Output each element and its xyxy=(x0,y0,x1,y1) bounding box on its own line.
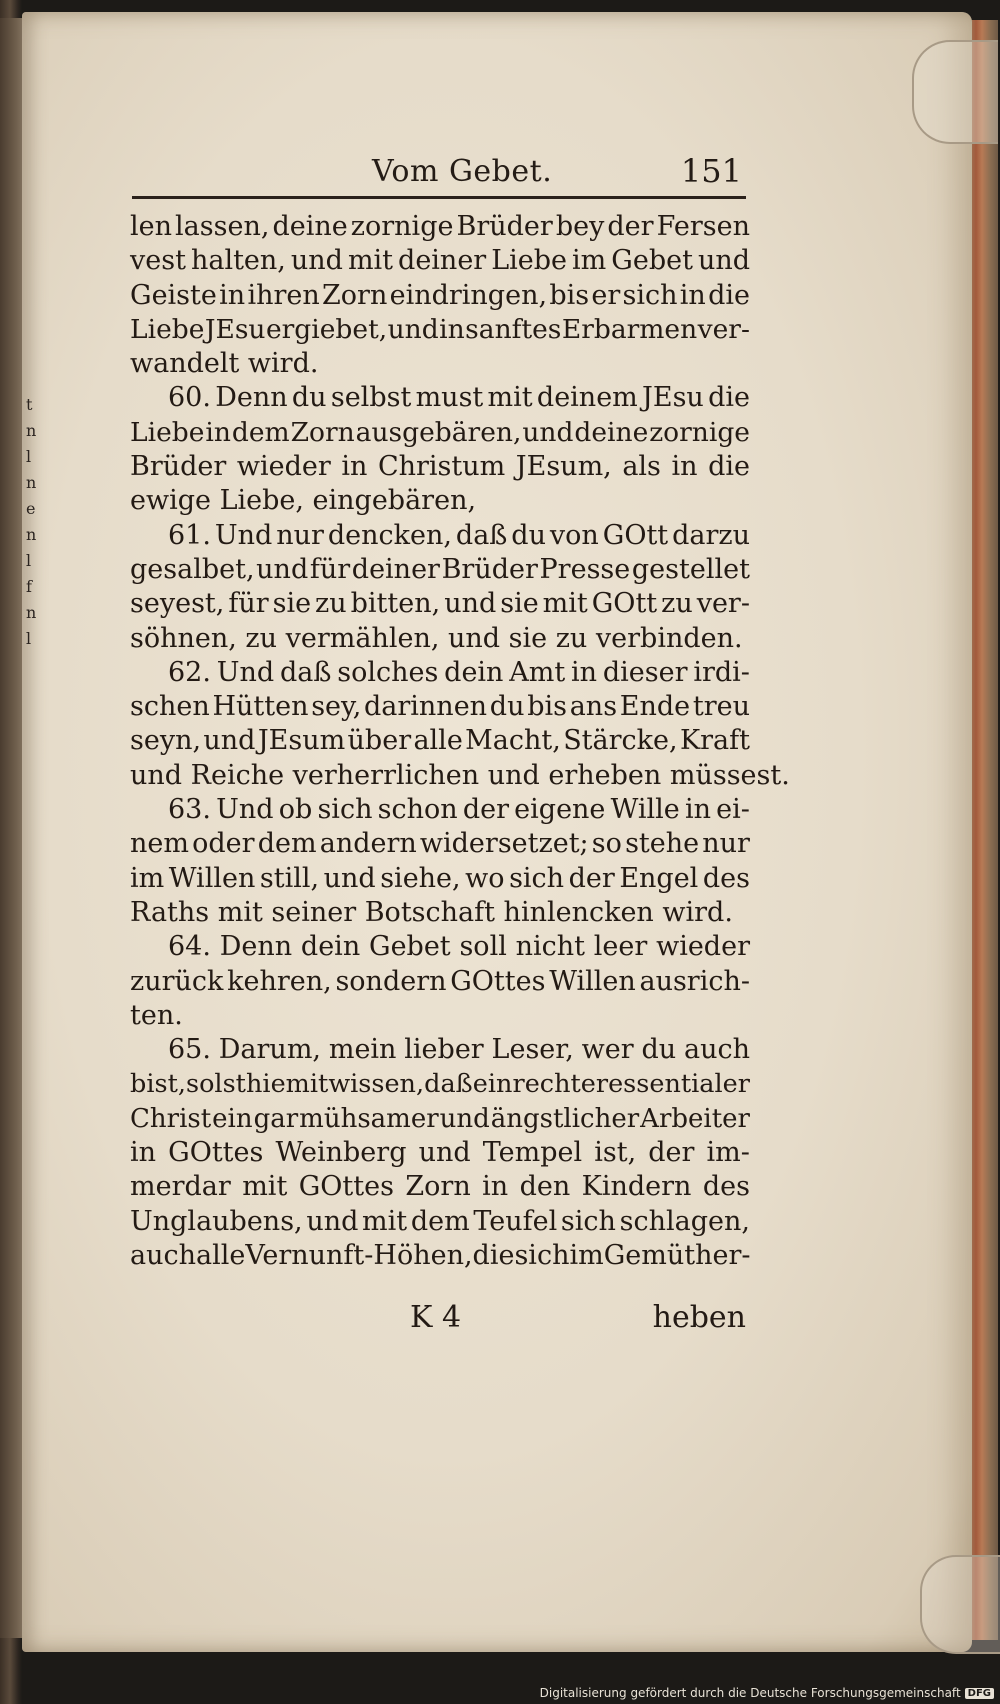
text-line: Liebe in dem Zorn ausgebären, und deine zornige xyxy=(130,416,750,448)
text-line: 61. Und nur dencken, daß du von GOtt darzu xyxy=(168,519,750,551)
page-footer xyxy=(130,1300,750,1344)
margin-mark: l xyxy=(26,551,32,570)
text-line: 62. Und daß solches dein Amt in dieser irdi- xyxy=(168,656,750,688)
text-line: zurück kehren, sondern GOttes Willen ausrich- xyxy=(130,965,750,997)
text-line: 65. Darum, mein lieber Leser, wer du auch xyxy=(168,1034,750,1066)
margin-mark: n xyxy=(26,525,37,544)
text-line: in GOttes Weinberg und Tempel ist, der im- xyxy=(130,1137,750,1169)
dfg-logo: DFG xyxy=(965,1688,994,1699)
margin-marks xyxy=(26,392,40,692)
text-line: Brüder wieder in Christum JEsum, als in die xyxy=(130,451,750,483)
text-line: Unglaubens, und mit dem Teufel sich schlagen, xyxy=(130,1205,750,1237)
page-number: 151 xyxy=(680,152,742,190)
margin-mark: l xyxy=(26,629,32,648)
digitization-credit xyxy=(540,1686,994,1700)
page-clip-bottom xyxy=(920,1555,1000,1654)
text-line: ewige Liebe, eingebären, xyxy=(130,485,477,517)
margin-mark: n xyxy=(26,473,37,492)
text-line: Liebe JEsu ergiebet, und in sanftes Erbarmen ver- xyxy=(130,313,750,345)
text-line: vest halten, und mit deiner Liebe im Gebet und xyxy=(130,245,750,277)
text-line: 63. Und ob sich schon der eigene Wille in ei- xyxy=(168,794,750,826)
text-line: Christ ein gar mühsamer und ängstlicher Arbeiter xyxy=(130,1103,750,1134)
margin-mark: n xyxy=(26,603,37,622)
text-line: Raths mit seiner Botschaft hinlencken wird. xyxy=(130,896,733,928)
catchword: heben xyxy=(652,1300,746,1335)
text-line: söhnen, zu vermählen, und sie zu verbinden. xyxy=(130,622,743,654)
running-head: Vom Gebet. xyxy=(372,154,553,189)
text-line: gesalbet, und für deiner Brüder Presse gestellet xyxy=(130,553,750,585)
text-line: Geiste in ihren Zorn eindringen, bis er sich in die xyxy=(130,279,750,311)
page-header xyxy=(132,148,746,199)
text-line: auch alle Vernunft-Höhen, die sich im Gemüth er- xyxy=(130,1239,751,1271)
body-text xyxy=(130,210,790,1273)
text-line: 60. Denn du selbst must mit deinem JEsu die xyxy=(168,382,750,414)
page-clip-top xyxy=(912,40,998,144)
margin-mark: t xyxy=(26,395,33,414)
text-line: ten. xyxy=(130,999,183,1031)
margin-mark: e xyxy=(26,499,36,518)
text-line: seyn, und JEsum über alle Macht, Stärcke, Kraft xyxy=(130,725,750,757)
credit-text: Digitalisierung gefördert durch die Deutsche Forschungsgemeinschaft xyxy=(539,1686,961,1700)
text-line: len lassen, deine zornige Brüder bey der Fersen xyxy=(130,211,750,242)
signature-mark: K 4 xyxy=(410,1300,462,1335)
text-line: nem oder dem andern widersetzet; so stehe nur xyxy=(130,828,750,860)
margin-mark: l xyxy=(26,447,32,466)
text-line: bist, solst hiemit wissen, daß ein rechter essentialer xyxy=(130,1069,750,1100)
text-line: im Willen still, und siehe, wo sich der Engel des xyxy=(130,862,750,894)
text-line: und Reiche verherrlichen und erheben müssest. xyxy=(130,759,790,791)
text-line: 64. Denn dein Gebet soll nicht leer wieder xyxy=(168,931,750,963)
margin-mark: f xyxy=(26,577,32,596)
text-line: schen Hütten sey, darinnen du bis ans Ende treu xyxy=(130,691,750,723)
text-line: wandelt wird. xyxy=(130,348,319,380)
text-line: merdar mit GOttes Zorn in den Kindern des xyxy=(130,1171,750,1203)
margin-mark: n xyxy=(26,421,37,440)
text-line: seyest, für sie zu bitten, und sie mit GOtt zu ver- xyxy=(130,588,750,620)
